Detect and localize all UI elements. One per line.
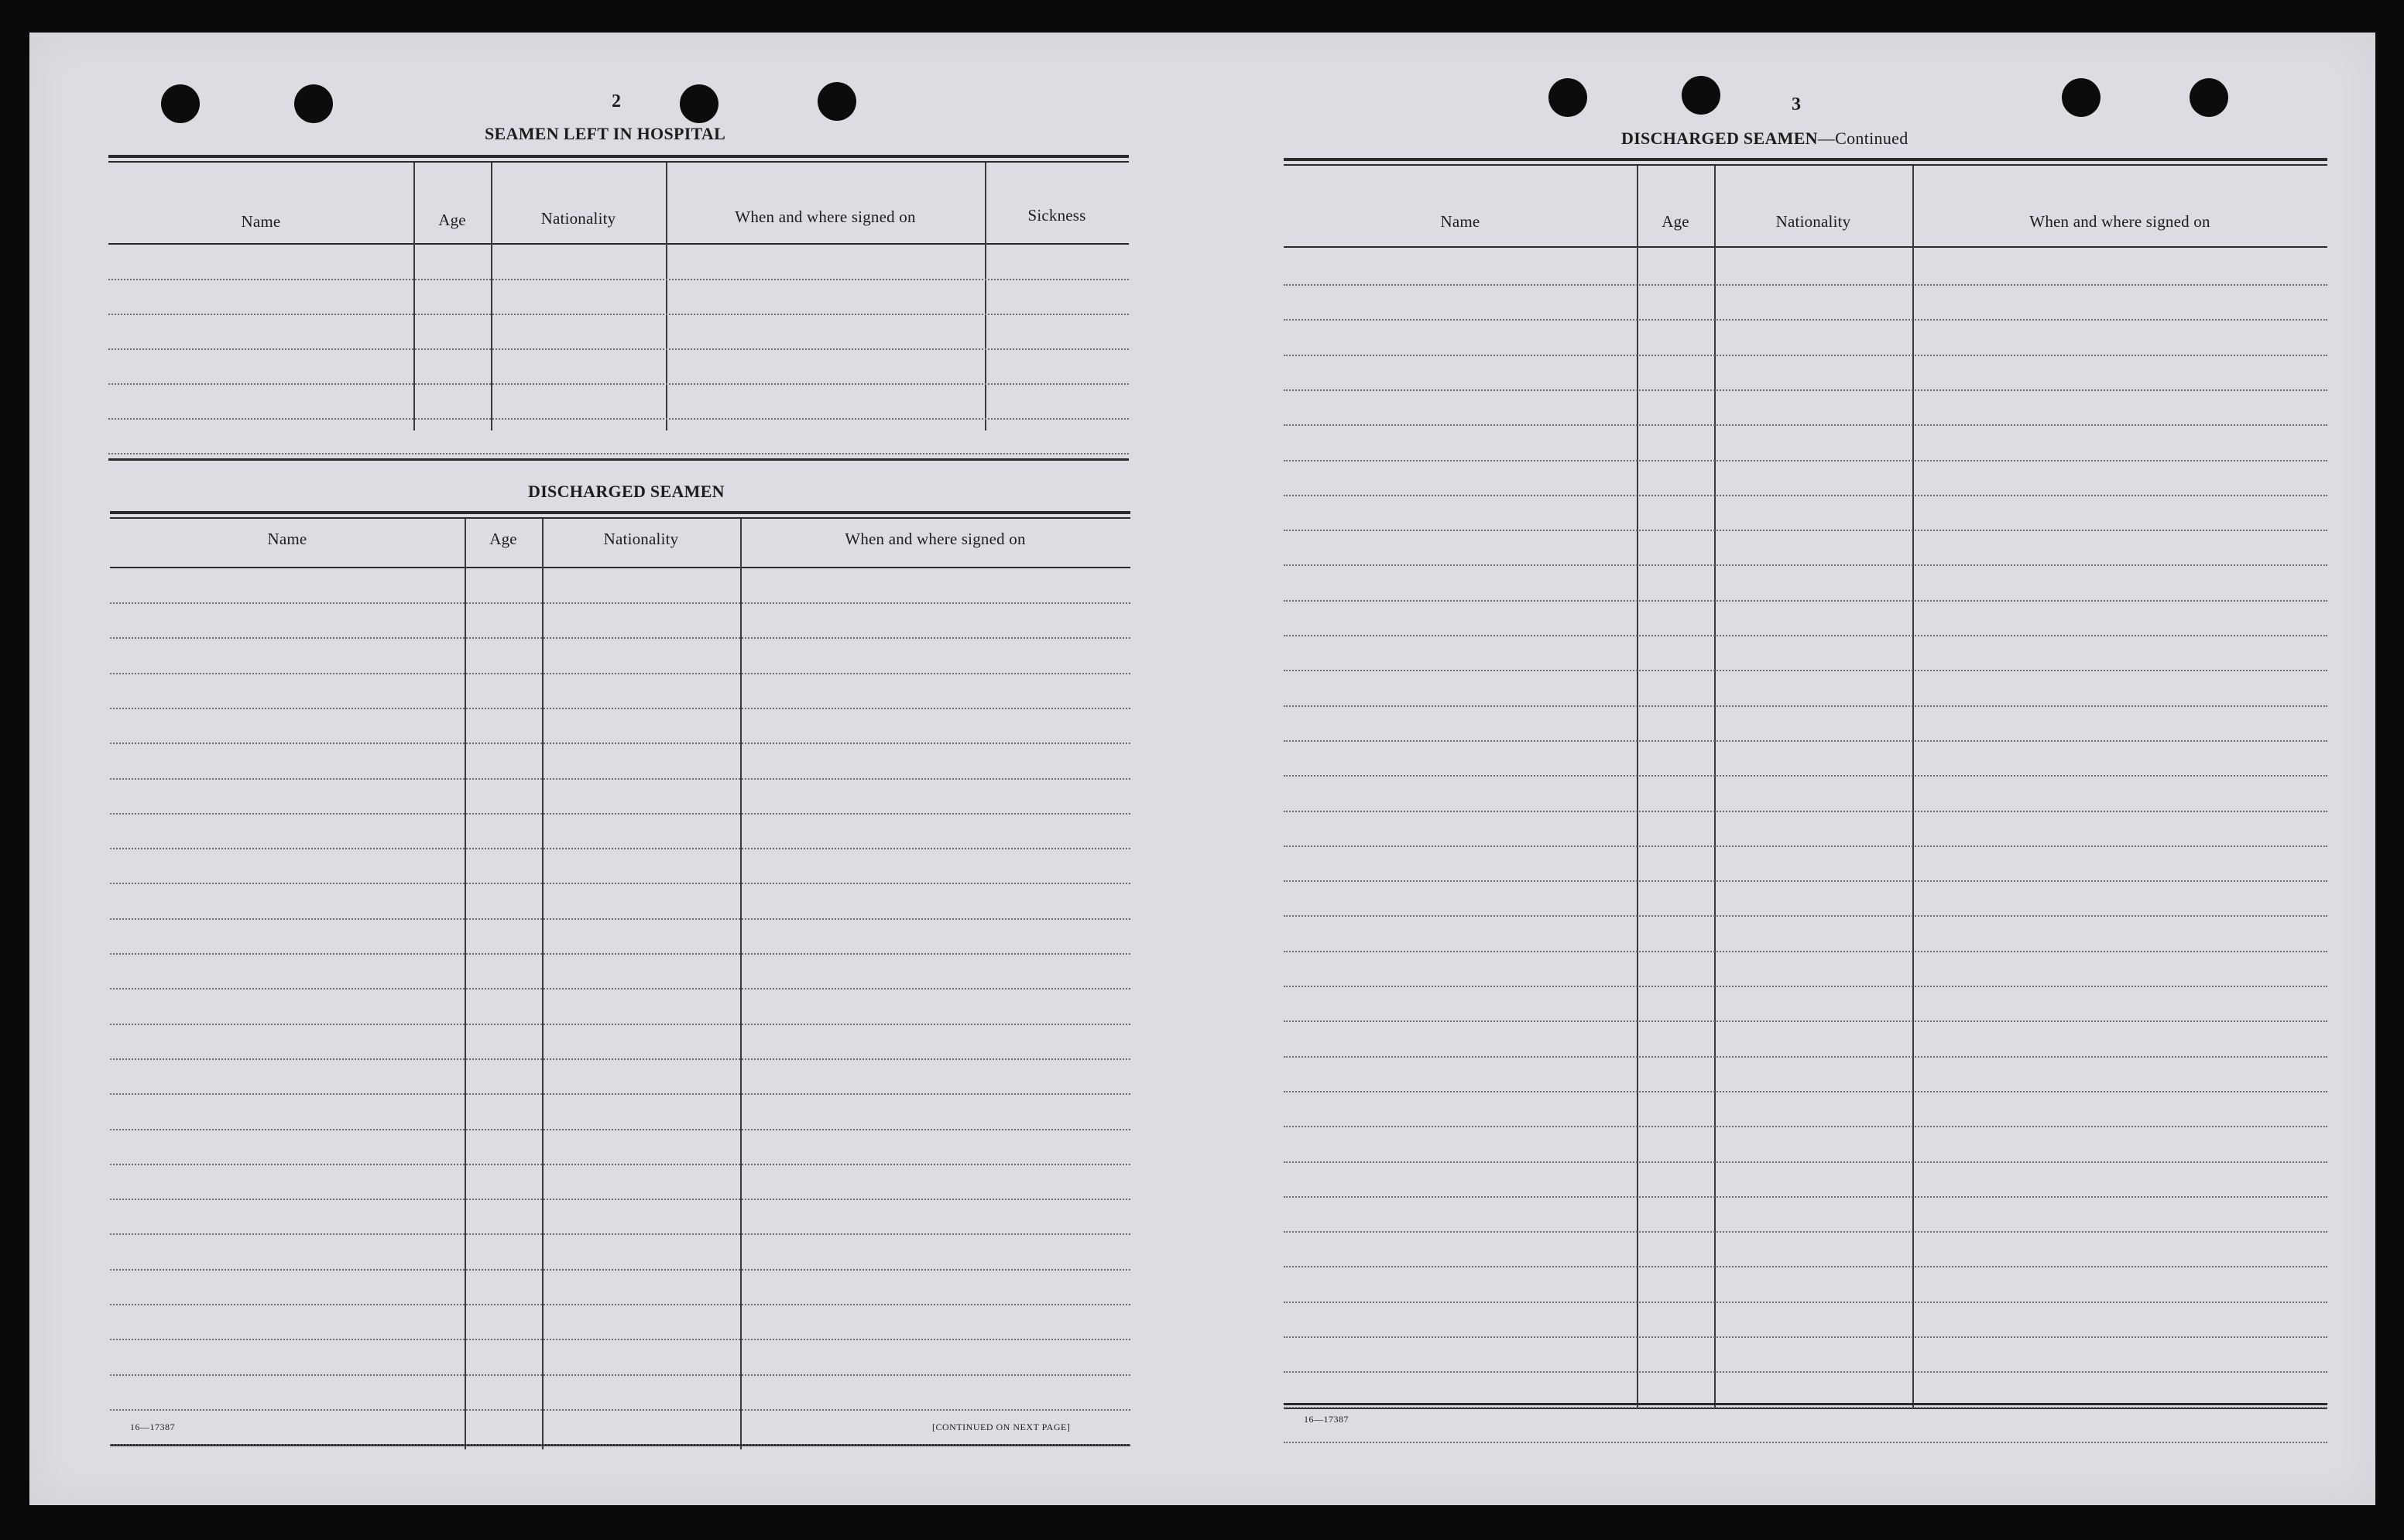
ruled-row-line <box>110 1269 1130 1271</box>
column-header-age: Age <box>1662 212 1689 231</box>
ruled-row-line <box>110 918 1130 920</box>
ruled-row-line <box>1284 319 2327 321</box>
ruled-row-line <box>1284 424 2327 426</box>
ruled-row-line <box>1284 740 2327 742</box>
ruled-row-line <box>1284 845 2327 847</box>
page-number-right: 3 <box>1792 94 1801 115</box>
continued-note: [CONTINUED ON NEXT PAGE] <box>932 1422 1071 1432</box>
ruled-row-line <box>110 1129 1130 1130</box>
ruled-row-line <box>110 813 1130 815</box>
ruled-row-line <box>1284 880 2327 882</box>
punch-hole <box>1682 76 1720 115</box>
ruled-row-line <box>1284 1126 2327 1127</box>
ruled-row-line <box>1284 635 2327 636</box>
punch-hole <box>161 84 200 123</box>
ruled-row-line <box>108 418 1129 420</box>
ruled-row-line <box>1284 951 2327 952</box>
ruled-row-line <box>110 637 1130 639</box>
hospital-table <box>108 155 1129 461</box>
ruled-row-line <box>110 1024 1130 1025</box>
ruled-row-line <box>1284 389 2327 391</box>
punch-hole <box>2062 78 2100 117</box>
column-header-signed-on: When and where signed on <box>845 530 1026 548</box>
ruled-row-line <box>110 743 1130 744</box>
discharged-section-title: DISCHARGED SEAMEN <box>528 482 725 501</box>
ruled-row-line <box>1284 986 2327 987</box>
ruled-row-line <box>1284 1196 2327 1198</box>
ruled-row-line <box>1284 915 2327 917</box>
ruled-row-line <box>1284 284 2327 286</box>
punch-hole <box>680 84 718 123</box>
ruled-row-line <box>110 1093 1130 1095</box>
ruled-row-line <box>110 1199 1130 1200</box>
ruled-row-line <box>110 953 1130 955</box>
ruled-row-line <box>1284 1056 2327 1058</box>
ruled-row-line <box>110 1339 1130 1340</box>
ruled-row-line <box>110 1409 1130 1411</box>
ruled-row-line <box>110 778 1130 780</box>
punch-hole <box>2190 78 2228 117</box>
ruled-row-line <box>110 708 1130 709</box>
ruled-row-line <box>110 673 1130 674</box>
ruled-row-line <box>110 602 1130 604</box>
column-header-nationality: Nationality <box>603 530 679 548</box>
ruled-row-line <box>110 883 1130 884</box>
ruled-row-line <box>1284 775 2327 777</box>
ruled-row-line <box>1284 1231 2327 1233</box>
column-header-nationality: Nationality <box>540 209 616 228</box>
ruled-row-line <box>110 988 1130 990</box>
ruled-row-line <box>1284 530 2327 531</box>
ruled-row-line <box>1284 1407 2327 1408</box>
column-header-signed-on: When and where signed on <box>735 208 916 226</box>
punch-hole <box>294 84 333 123</box>
ruled-row-line <box>110 1304 1130 1305</box>
ruled-row-line <box>1284 705 2327 707</box>
column-header-age: Age <box>489 530 517 548</box>
ruled-row-line <box>1284 1266 2327 1267</box>
ruled-row-line <box>1284 1091 2327 1092</box>
discharged-table-right <box>1284 158 2327 1443</box>
column-header-sickness: Sickness <box>1027 206 1086 225</box>
ruled-row-line <box>1284 811 2327 812</box>
ruled-row-line <box>1284 495 2327 496</box>
form-code-right: 16—17387 <box>1304 1414 1349 1425</box>
column-header-age: Age <box>438 211 466 229</box>
discharged-continued-title <box>1621 129 1908 149</box>
ruled-row-line <box>1284 1442 2327 1443</box>
ruled-row-line <box>108 383 1129 385</box>
ruled-row-line <box>108 348 1129 350</box>
punch-hole <box>1548 78 1587 117</box>
column-header-name: Name <box>1440 212 1480 231</box>
column-header-signed-on: When and where signed on <box>2029 212 2210 231</box>
ruled-row-line <box>1284 670 2327 671</box>
ruled-row-line <box>108 453 1129 454</box>
ruled-row-line <box>1284 1371 2327 1373</box>
column-header-name: Name <box>241 212 281 231</box>
ruled-row-line <box>1284 355 2327 356</box>
ruled-row-line <box>110 1058 1130 1060</box>
form-code-left: 16—17387 <box>130 1422 175 1432</box>
ruled-row-line <box>110 1233 1130 1235</box>
column-header-nationality: Nationality <box>1775 212 1851 231</box>
hospital-section-title: SEAMEN LEFT IN HOSPITAL <box>485 124 726 143</box>
page-number-left: 2 <box>612 91 621 111</box>
column-header-name: Name <box>267 530 307 548</box>
ruled-row-line <box>1284 460 2327 461</box>
ruled-row-line <box>108 279 1129 280</box>
ruled-row-line <box>1284 1336 2327 1338</box>
punch-hole <box>818 82 856 121</box>
discharged-continued-title-main: DISCHARGED SEAMEN <box>1621 129 1818 148</box>
ruled-row-line <box>1284 564 2327 566</box>
ruled-row-line <box>1284 1161 2327 1163</box>
ruled-row-line <box>1284 600 2327 602</box>
ruled-row-line <box>110 1444 1130 1446</box>
ruled-row-line <box>1284 1020 2327 1022</box>
document-sheet <box>29 33 2375 1505</box>
ruled-row-line <box>110 1374 1130 1376</box>
ruled-row-line <box>108 314 1129 315</box>
ruled-row-line <box>110 1164 1130 1165</box>
discharged-table-left <box>110 511 1130 1448</box>
continued-suffix: —Continued <box>1817 129 1908 148</box>
ruled-row-line <box>1284 1302 2327 1303</box>
ruled-row-line <box>110 848 1130 849</box>
